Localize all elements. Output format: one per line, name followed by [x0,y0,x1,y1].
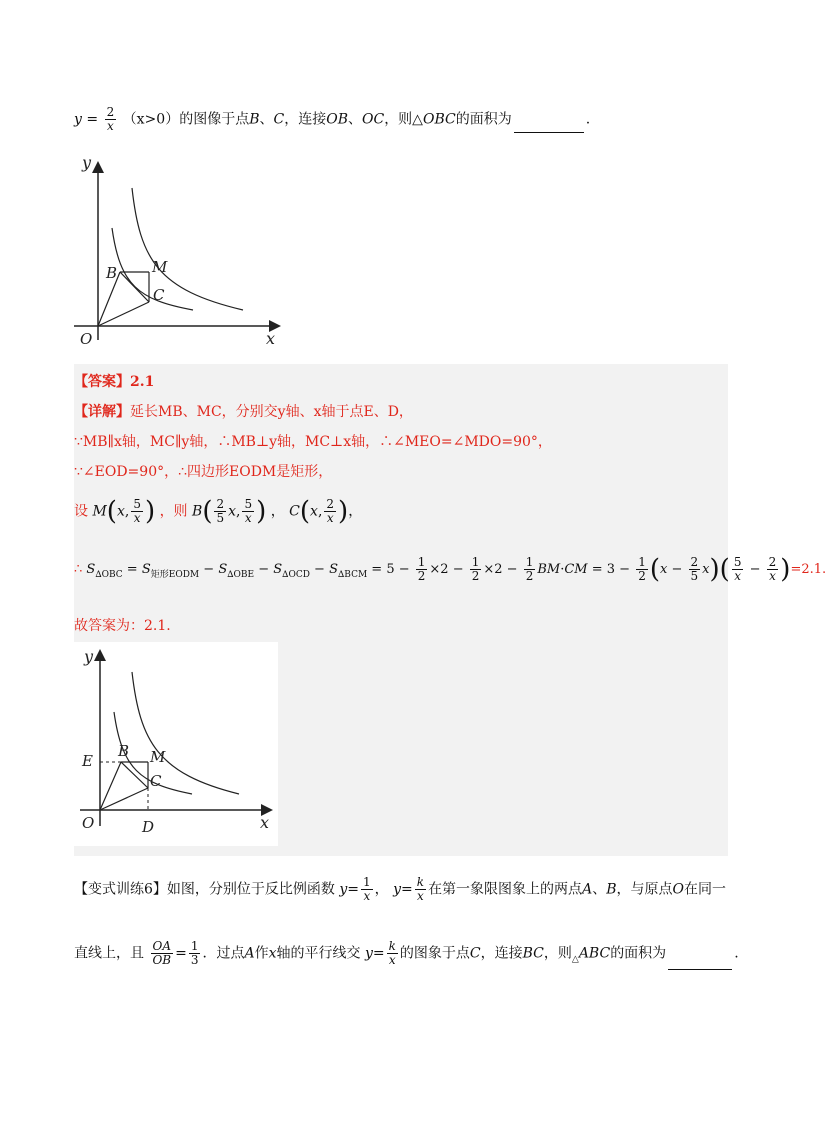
exercise-line-1: 【变式训练6】如图，分别位于反比例函数 y= $\frac{1}{x}$ ， y= $\frac{k}{x}$ 在第一象限图象上的两点A、B，与原点O在同一 [74,875,726,903]
conclusion-line: 故答案为：2.1. [74,618,171,634]
label-B: B [106,264,118,282]
figure-2-rectangle-diagram [74,642,278,846]
label-M: M [150,748,166,766]
segment-BC [120,272,149,302]
detail-line-4: 设 M(x, $\frac{5}{x}$ ) ，则 B( $\frac{2}{5}$ x, $\frac{5}{x}$ ) ， C(x, $\frac{2}{x}$ )， [74,496,363,527]
detail-line-3: ∵∠EOD=90°，∴四边形EODM是矩形， [74,464,333,480]
detail-line-5-area-formula: ∴ $S_{\Delta OBC} = S_{矩形EODM} - S_{\Delta OBE} - S_{\Delta OCD} - S_{\Delta BCM} = 5$ − $\frac{1}{2}$ ×2 − $\frac{1}{2}$ ×2 − $\frac{1}{2}$ BM·CM = 3 − $\frac{1}{2}$ (x − $\frac{2}{5}$ x)( $\frac{5}{x}$ − $\frac{2}{x}$ )=2.1. [74,554,826,585]
segment-OB [100,762,121,810]
segment-BC [121,762,148,788]
question-line: y = $\frac{2}{x}$ （x>0）的图像于点B、C，连接OB、OC，则△OBC的面积为 . [74,105,591,133]
exercise-answer-blank [668,955,732,970]
answer-line: 【答案】2.1 [74,374,155,390]
label-D: D [142,818,155,836]
label-y: y [82,153,92,172]
label-C: C [153,286,165,304]
label-C: C [150,772,162,790]
label-O: O [82,814,95,832]
exercise-line-2: 直线上，且 $\frac{OA}{OB}$ = $\frac{1}{3}$ ．过点A作x轴的平行线交 y= $\frac{k}{x}$ 的图象于点C，连接BC，则$_\triangle$ABC的面积为 . [74,940,739,970]
label-B: B [118,742,130,760]
answer-blank [514,118,584,133]
label-M: M [152,258,168,276]
label-x: x [266,329,276,348]
label-O: O [80,330,93,348]
label-E: E [82,752,93,770]
segment-OC [98,302,149,326]
label-x: x [260,813,270,832]
fraction-2-over-x: $\frac{2}{x}$ [106,105,115,133]
figure-1-hyperbola-diagram [68,150,288,350]
label-y: y [84,647,94,666]
detail-line-1: 【详解】延长MB、MC，分别交y轴、x轴于点E、D， [74,404,413,420]
detail-line-2: ∵MB∥x轴，MC∥y轴，∴MB⊥y轴，MC⊥x轴，∴∠MEO=∠MDO=90°， [74,434,552,450]
segment-OC [100,788,148,810]
